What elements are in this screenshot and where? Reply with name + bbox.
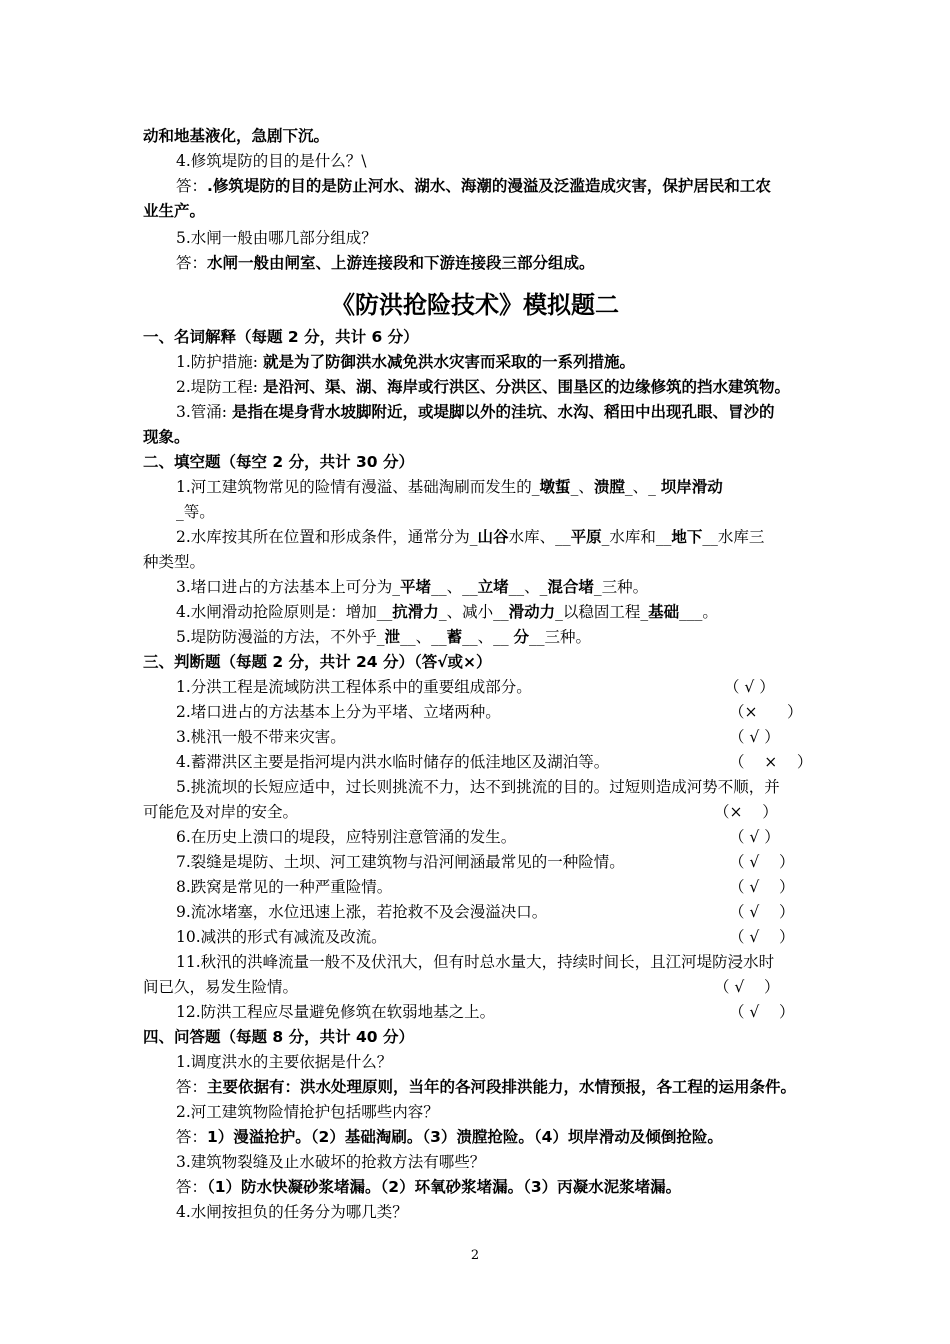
fill-answer: 平原 xyxy=(570,528,602,546)
fill-answer: 蓄 xyxy=(446,628,463,646)
judge-item-2: 2.堵口进占的方法基本上分为平堵、立堵两种。 xyxy=(176,703,501,721)
judge-item-5-cont: 可能危及对岸的安全。 xyxy=(143,803,299,821)
qa-question-1: 1.调度洪水的主要依据是什么？ xyxy=(176,1053,393,1071)
qa-question-3: 3.建筑物裂缝及止水破坏的抢救方法有哪些？ xyxy=(176,1153,486,1171)
fill-item-2: 2.水库按其所在位置和形成条件，通常分为_山谷水库、__平原_水库和__地下__水库三 xyxy=(176,528,765,546)
term-definition: 是指在堤身背水坡脚附近，或堤脚以外的洼坑、水沟、稻田中出现孔眼、冒沙的 xyxy=(231,403,775,421)
fill-answer: 地下 xyxy=(671,528,703,546)
page-title: 《防洪抢险技术》模拟题二 xyxy=(331,291,619,319)
question-5: 5.水闸一般由哪几部分组成？ xyxy=(176,229,377,247)
answer-label: 答： xyxy=(176,177,208,195)
judge-item-9: 9.流冰堵塞，水位迅速上涨，若抢救不及会漫溢决口。 xyxy=(176,903,548,921)
fill-answer: 立堵 xyxy=(477,578,509,596)
judge-item-10: 10.减洪的形式有减流及改流。 xyxy=(176,928,387,946)
answer-label: 答： xyxy=(176,1128,208,1146)
judge-item-7: 7.裂缝是堤防、土坝、河工建筑物与沿河闸涵最常见的一种险情。 xyxy=(176,853,625,871)
answer-text: .修筑堤防的目的是防止河水、湖水、海潮的漫溢及泛滥造成灾害，保护居民和工农 xyxy=(207,177,771,195)
judge-item-6: 6.在历史上溃口的堤段，应特别注意管涌的发生。 xyxy=(176,828,517,846)
judge-item-3: 3.桃汛一般不带来灾害。 xyxy=(176,728,346,746)
judge-mark: （× ） xyxy=(714,803,778,821)
fill-answer: 墩蜇 xyxy=(539,478,571,496)
term-label: 1.防护措施: xyxy=(176,353,259,371)
fill-answer: 抗滑力 xyxy=(392,603,439,621)
qa-answer-3 xyxy=(176,1175,823,1199)
fill-answer: 泄 xyxy=(384,628,401,646)
section-1-heading: 一、名词解释（每题 2 分，共计 6 分） xyxy=(143,328,419,346)
judge-item-5: 5.挑流坝的长短应适中，过长则挑流不力，达不到挑流的目的。过短则造成河势不顺，并 xyxy=(176,778,780,796)
answer-text: 主要依据有：洪水处理原则，当年的各河段排洪能力，水情预报，各工程的运用条件。 xyxy=(207,1078,797,1096)
judge-item-8: 8.跌窝是常见的一种严重险情。 xyxy=(176,878,393,896)
judge-mark: （ √ ） xyxy=(729,853,795,871)
judge-item-4: 4.蓄滞洪区主要是指河堤内洪水临时储存的低洼地区及湖泊等。 xyxy=(176,753,610,771)
judge-mark: （ √ ） xyxy=(729,728,780,746)
term-label: 3.管涌: xyxy=(176,403,228,421)
judge-item-12: 12.防洪工程应尽量避免修筑在软弱地基之上。 xyxy=(176,1003,496,1021)
judge-mark: （× ） xyxy=(729,703,803,721)
judge-item-1: 1.分洪工程是流域防洪工程体系中的重要组成部分。 xyxy=(176,678,532,696)
fill-answer: 山谷 xyxy=(477,528,509,546)
qa-question-2: 2.河工建筑物险情抢护包括哪些内容？ xyxy=(176,1103,439,1121)
question-4: 4.修筑堤防的目的是什么？\ xyxy=(176,152,367,170)
judge-mark: （ √ ） xyxy=(729,928,795,946)
judge-mark: （ √ ） xyxy=(729,903,795,921)
fill-answer: 坝岸滑动 xyxy=(660,478,723,496)
section-2-heading: 二、填空题（每空 2 分，共计 30 分） xyxy=(143,453,414,471)
answer-5 xyxy=(176,251,823,275)
answer-text: 1）漫溢抢护。（2）基础淘刷。（3）溃膛抢险。（4）坝岸滑动及倾倒抢险。 xyxy=(207,1128,723,1146)
continuation-text: 动和地基液化，急剧下沉。 xyxy=(143,127,330,145)
qa-question-4: 4.水闸按担负的任务分为哪几类？ xyxy=(176,1203,408,1221)
fill-answer: 滑动力 xyxy=(508,603,556,621)
fill-answer: 平堵 xyxy=(400,578,432,596)
fill-answer: 基础 xyxy=(648,603,680,621)
term-item-cont: 现象。 xyxy=(143,428,190,446)
judge-mark: （ √ ） xyxy=(729,1003,795,1021)
term-item xyxy=(176,375,823,399)
answer-label: 答： xyxy=(176,254,208,272)
qa-answer-2 xyxy=(176,1125,823,1149)
judge-mark: （ √ ） xyxy=(724,678,775,696)
answer-4 xyxy=(176,174,823,198)
fill-item-2-cont: 种类型。 xyxy=(143,553,206,571)
section-3-heading: 三、判断题（每题 2 分，共计 24 分）（答√或×） xyxy=(143,653,492,671)
fill-item-1-cont: _等。 xyxy=(176,503,215,521)
fill-answer: 混合堵 xyxy=(547,578,594,596)
answer-text: 水闸一般由闸室、上游连接段和下游连接段三部分组成。 xyxy=(207,254,595,272)
judge-mark: （ √ ） xyxy=(729,828,780,846)
judge-item-11: 11.秋汛的洪峰流量一般不及伏汛大，但有时总水量大，持续时间长，且江河堤防浸水时 xyxy=(176,953,775,971)
fill-item-1: 1.河工建筑物常见的险情有漫溢、基础淘刷而发生的_墩蜇_、溃膛_、_ 坝岸滑动 xyxy=(176,478,723,496)
section-4-heading: 四、问答题（每题 8 分，共计 40 分） xyxy=(143,1028,414,1046)
fill-item-3: 3.堵口进占的方法基本上可分为_平堵__、__立堵__、_混合堵_三种。 xyxy=(176,578,649,596)
term-label: 2.堤防工程: xyxy=(176,378,259,396)
term-definition: 就是为了防御洪水减免洪水灾害而采取的一系列措施。 xyxy=(262,353,635,371)
qa-answer-1 xyxy=(176,1075,823,1099)
fill-item-5: 5.堤防防漫溢的方法，不外乎_泄__、__蓄__、__ 分__三种。 xyxy=(176,628,592,646)
judge-item-11-cont: 间已久，易发生险情。 xyxy=(143,978,299,996)
page-number: 2 xyxy=(470,1248,480,1263)
fill-answer: 溃膛 xyxy=(593,478,625,496)
term-item xyxy=(176,400,823,424)
answer-text: （1）防水快凝砂浆堵漏。（2）环氧砂浆堵漏。（3）丙凝水泥浆堵漏。 xyxy=(207,1178,682,1196)
judge-mark: （ √ ） xyxy=(714,978,780,996)
term-definition: 是沿河、渠、湖、海岸或行洪区、分洪区、围垦区的边缘修筑的挡水建筑物。 xyxy=(262,378,790,396)
judge-mark: （ √ ） xyxy=(729,878,795,896)
term-item xyxy=(176,350,823,374)
fill-item-4: 4.水闸滑动抢险原则是：增加__抗滑力_、减小__滑动力_以稳固工程_基础___。 xyxy=(176,603,718,621)
answer-label: 答： xyxy=(176,1178,208,1196)
fill-answer: 分 xyxy=(513,628,530,646)
judge-mark: （ × ） xyxy=(729,753,813,771)
answer-4-cont: 业生产。 xyxy=(143,202,206,220)
answer-label: 答： xyxy=(176,1078,208,1096)
